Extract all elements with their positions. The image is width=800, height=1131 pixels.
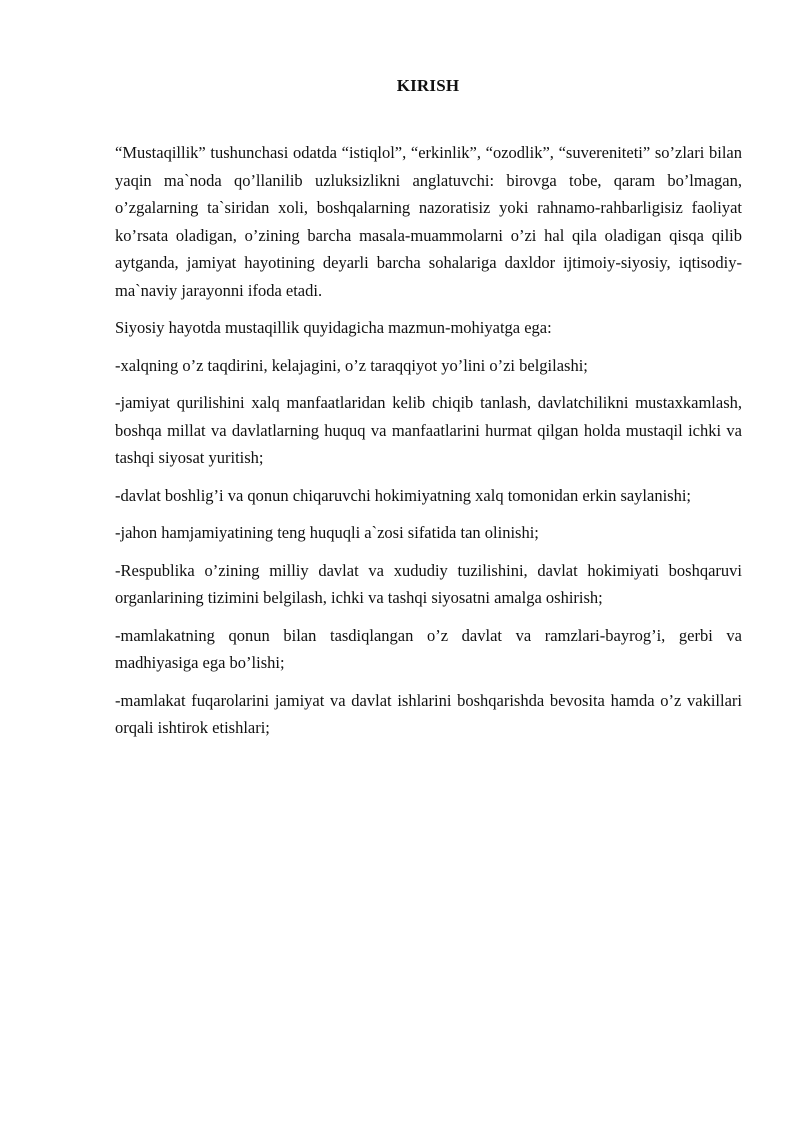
- paragraph-intro: “Mustaqillik” tushunchasi odatda “istiqlol”, “erkinlik”, “ozodlik”, “suvereniteti” so’zlari bilan yaqin ma`noda qo’llanilib uzluksizlikni anglatuvchi: birovga tobe, qaram bo’lmagan, o’zgalarning ta`siridan xoli, boshqalarning nazoratisiz yoki rahnamo-rahbarligisiz faoliyat ko’rsata oladigan, o’zining barcha masala-muammolarni o’zi hal qila oladigan qisqa qilib aytganda, jamiyat hayotining deyarli barcha sohalariga daxldor ijtimoiy-siyosiy, iqtisodiy-ma`naviy jarayonni ifoda etadi.: [115, 143, 742, 300]
- list-item: -Respublika o’zining milliy davlat va xududiy tuzilishini, davlat hokimiyati boshqaruvi organlarining tizimini belgilash, ichki va tashqi siyosatni amalga oshirish;: [115, 560, 742, 607]
- paragraph-lead: Siyosiy hayotda mustaqillik quyidagicha mazmun-mohiyatga ega:: [115, 318, 552, 337]
- list-item: -davlat boshlig’i va qonun chiqaruvchi hokimiyatning xalq tomonidan erkin saylanishi;: [115, 485, 692, 505]
- page-title: KIRISH: [396, 76, 460, 95]
- list-item: -xalqning o’z taqdirini, kelajagini, o’z taraqqiyot yo’lini o’zi belgilashi;: [115, 355, 588, 375]
- list-item: -jahon hamjamiyatining teng huquqli a`zosi sifatida tan olinishi;: [115, 523, 539, 542]
- list-item: -mamlakatning qonun bilan tasdiqlangan o’z davlat va ramzlari-bayrog’i, gerbi va madhiyasiga ega bo’lishi;: [115, 625, 742, 672]
- list-item: -jamiyat qurilishini xalq manfaatlaridan kelib chiqib tanlash, davlatchilikni mustaxkamlash, boshqa millat va davlatlarning huquq va manfaatlarini hurmat qilgan holda mustaqil ichki va tashqi siyosat yuritish;: [115, 393, 742, 467]
- document-body: [115, 139, 742, 752]
- list-item: -mamlakat fuqarolarini jamiyat va davlat ishlarini boshqarishda bevosita hamda o’z vakillari orqali ishtirok etishlari;: [115, 690, 742, 737]
